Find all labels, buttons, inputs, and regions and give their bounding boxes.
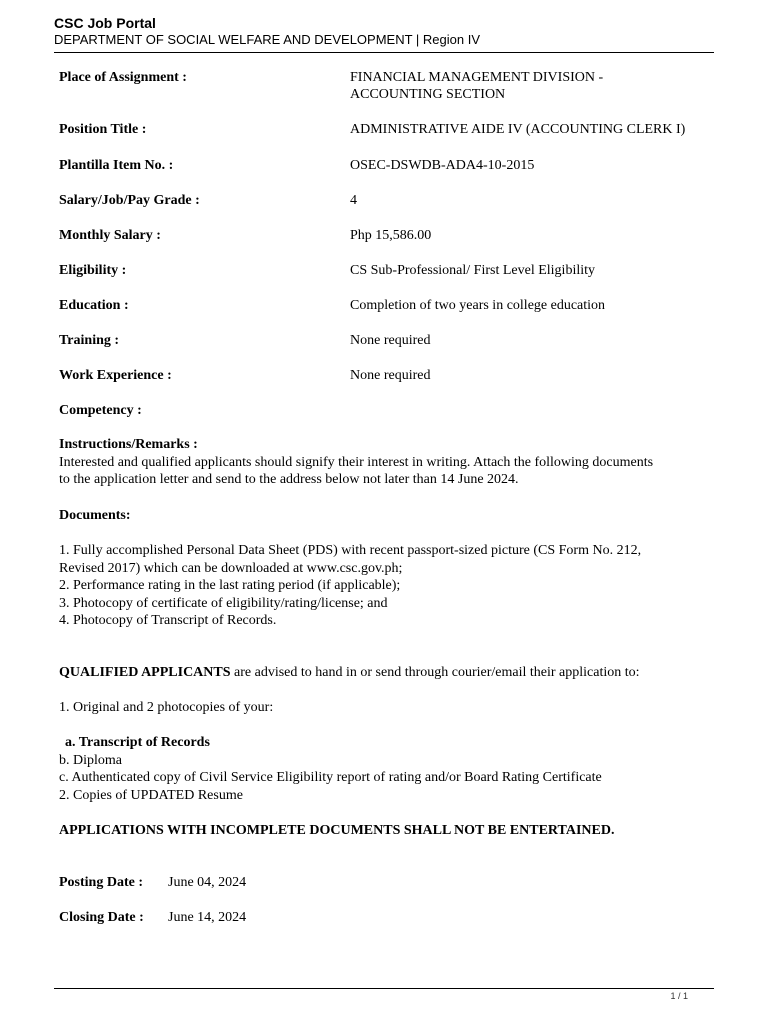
field-value-line: ACCOUNTING SECTION xyxy=(350,87,506,102)
documents-list xyxy=(59,542,709,630)
list-item: 2. Copies of UPDATED Resume xyxy=(59,787,243,803)
closing-date-value: June 14, 2024 xyxy=(168,910,247,925)
list-item: c. Authenticated copy of Civil Service Eligibility report of rating and/or Board Rating Certificate xyxy=(59,770,602,785)
posting-date-value: June 04, 2024 xyxy=(168,875,247,890)
list-item: 4. Photocopy of Transcript of Records. xyxy=(59,613,277,628)
list-item: 1. Fully accomplished Personal Data Sheet (PDS) with recent passport-sized picture (CS Form No. 212, xyxy=(59,543,642,558)
header-divider xyxy=(54,52,714,53)
qualified-applicants-label: QUALIFIED APPLICANTS xyxy=(59,665,231,680)
instructions-label: Instructions/Remarks : xyxy=(59,437,198,452)
field-value: ADMINISTRATIVE AIDE IV (ACCOUNTING CLERK I) xyxy=(350,122,686,137)
posting-date-label: Posting Date : xyxy=(59,875,143,890)
page-header xyxy=(54,15,714,48)
closing-date-row xyxy=(59,909,246,926)
portal-title: CSC Job Portal xyxy=(54,15,156,31)
field-label: Eligibility : xyxy=(59,263,127,278)
documents-label: Documents: xyxy=(59,508,131,523)
posting-date-row xyxy=(59,874,246,891)
list-item: Revised 2017) which can be downloaded at www.csc.gov.ph; xyxy=(59,560,403,576)
field-label: Training : xyxy=(59,333,120,348)
field-value: OSEC-DSWDB-ADA4-10-2015 xyxy=(350,158,535,173)
closing-date-label: Closing Date : xyxy=(59,910,144,925)
list-item: b. Diploma xyxy=(59,752,122,768)
field-value: 4 xyxy=(350,193,357,208)
field-value: None required xyxy=(350,368,431,383)
list-item: a. Transcript of Records xyxy=(65,735,210,750)
footer-divider xyxy=(54,988,714,989)
field-label: Plantilla Item No. : xyxy=(59,158,174,173)
qualified-applicants-text: are advised to hand in or send through courier/email their application to: xyxy=(230,665,640,680)
field-label: Place of Assignment : xyxy=(59,70,187,85)
documents-heading xyxy=(59,507,709,525)
field-label: Competency : xyxy=(59,403,142,418)
field-value: None required xyxy=(350,333,431,348)
instructions-section xyxy=(59,436,709,489)
department-line: DEPARTMENT OF SOCIAL WELFARE AND DEVELOPMENT | Region IV xyxy=(54,32,480,47)
page-number: 1 / 1 xyxy=(670,991,688,1001)
instructions-text: Interested and qualified applicants should signify their interest in writing. Attach the following documents xyxy=(59,454,654,470)
field-value: Completion of two years in college education xyxy=(350,298,606,313)
list-item: 2. Performance rating in the last rating period (if applicable); xyxy=(59,578,401,593)
field-value: CS Sub-Professional/ First Level Eligibility xyxy=(350,263,595,278)
field-value: Php 15,586.00 xyxy=(350,228,432,243)
field-value xyxy=(350,69,720,103)
field-label: Position Title : xyxy=(59,122,147,137)
originals-intro xyxy=(59,699,709,717)
instructions-text: to the application letter and send to the address below not later than 14 June 2024. xyxy=(59,472,519,487)
originals-list xyxy=(59,734,709,804)
list-item: 3. Photocopy of certificate of eligibility/rating/license; and xyxy=(59,595,388,611)
list-item: 1. Original and 2 photocopies of your: xyxy=(59,700,274,715)
qualified-applicants-note xyxy=(59,664,709,682)
incomplete-documents-warning: APPLICATIONS WITH INCOMPLETE DOCUMENTS SHALL NOT BE ENTERTAINED. xyxy=(59,823,615,838)
field-label: Work Experience : xyxy=(59,368,172,383)
field-label: Education : xyxy=(59,298,129,313)
field-label: Salary/Job/Pay Grade : xyxy=(59,193,200,208)
field-label: Monthly Salary : xyxy=(59,228,161,243)
field-value-line: FINANCIAL MANAGEMENT DIVISION - xyxy=(350,70,604,85)
